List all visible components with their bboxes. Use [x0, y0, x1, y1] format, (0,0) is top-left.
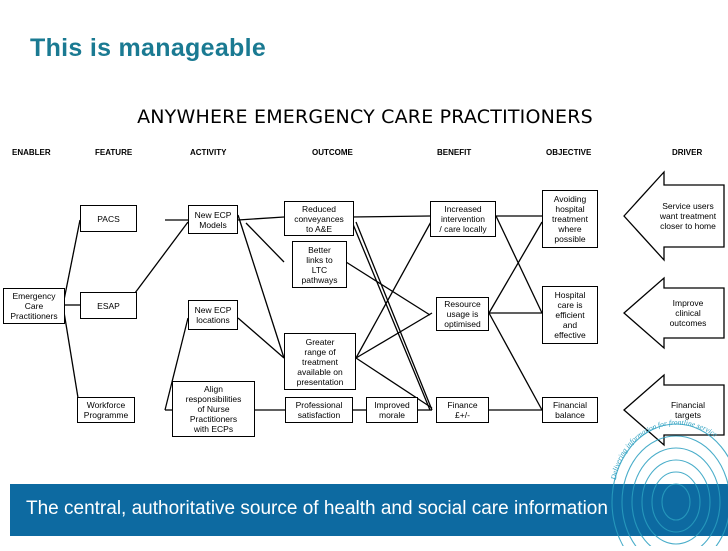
activity-text: New ECP locations	[194, 305, 232, 325]
connector-line	[496, 216, 542, 313]
objective-box-hospital-care	[542, 286, 598, 344]
header-driver: DRIVER	[672, 148, 703, 157]
header-feature: FEATURE	[95, 148, 133, 157]
diagram-title: ANYWHERE EMERGENCY CARE PRACTITIONERS	[137, 106, 593, 128]
connector-line	[238, 217, 284, 220]
enabler-text: Emergency Care Practitioners	[10, 291, 58, 321]
outcome-box-reduced	[284, 201, 354, 236]
activity-text: New ECP Models	[194, 209, 232, 230]
driver-text-clinical: Improve clinical outcomes	[669, 298, 707, 328]
connector-line	[135, 222, 188, 293]
objective-box-financial	[542, 397, 598, 423]
outcome-box-improved-morale	[366, 397, 418, 423]
connector-line	[489, 313, 542, 410]
connector-line	[356, 222, 432, 410]
benefit-text: Resource usage is optimised	[444, 299, 481, 329]
enabler-box	[3, 288, 65, 324]
slide-title: This is manageable	[30, 34, 267, 62]
outcome-text: Better links to LTC pathways	[301, 244, 338, 285]
driver-text-financial: Financial targets	[670, 400, 706, 420]
benefit-text: Increased intervention / care locally	[439, 204, 487, 234]
connector-line	[64, 220, 80, 300]
header-objective: OBJECTIVE	[546, 148, 592, 157]
feature-box-esap	[80, 292, 137, 319]
activity-text: Align responsibilities of Nurse Practitioners with ECPs	[185, 384, 242, 434]
benefit-box-resource	[436, 297, 489, 331]
feature-box-workforce	[77, 397, 135, 423]
feature-box-pacs	[80, 205, 137, 232]
connector-line	[64, 312, 80, 410]
header-benefit: BENEFIT	[437, 148, 472, 157]
footer-text: The central, authoritative source of health and social care information	[26, 498, 608, 519]
feature-text: PACS	[97, 213, 120, 224]
connector-line	[350, 216, 430, 217]
objective-text: Avoiding hospital treatment where possible	[552, 194, 588, 244]
feature-text: ESAP	[97, 300, 120, 311]
svg-text:Delivering information for fro	[598, 410, 720, 481]
objective-text: Financial balance	[552, 400, 588, 420]
connector-line	[238, 215, 284, 358]
connector-line	[356, 313, 432, 358]
connector-line	[489, 222, 542, 313]
fingerprint-logo-graphic	[598, 410, 728, 546]
objective-box-avoiding	[542, 190, 598, 248]
header-activity: ACTIVITY	[190, 148, 227, 157]
benefit-box-finance	[436, 397, 489, 423]
outcome-box-greater-range	[284, 333, 356, 390]
activity-box-new-locations	[188, 300, 238, 330]
outcome-text: Reduced conveyances to A&E	[294, 203, 344, 234]
outcome-box-professional	[285, 397, 353, 423]
activity-box-new-models	[188, 205, 238, 234]
logo-text: Delivering information for frontline service	[609, 417, 720, 481]
activity-box-align	[172, 381, 255, 437]
outcome-text: Professional satisfaction	[295, 400, 343, 420]
benefit-box-intervention	[430, 201, 496, 237]
driver-text-service-users: Service users want treatment closer to home	[659, 201, 717, 231]
outcome-text: Improved morale	[374, 400, 410, 420]
outcome-box-better-links	[292, 241, 347, 288]
header-enabler: ENABLER	[12, 148, 51, 157]
feature-text: Workforce Programme	[83, 400, 129, 420]
objective-text: Hospital care is efficient and effective	[554, 290, 586, 340]
outcome-text: Greater range of treatment available on presentation	[296, 336, 344, 387]
benefit-text: Finance £+/-	[447, 400, 478, 420]
fingerprint-logo	[598, 410, 728, 546]
connector-line	[356, 220, 432, 358]
header-outcome: OUTCOME	[312, 148, 353, 157]
